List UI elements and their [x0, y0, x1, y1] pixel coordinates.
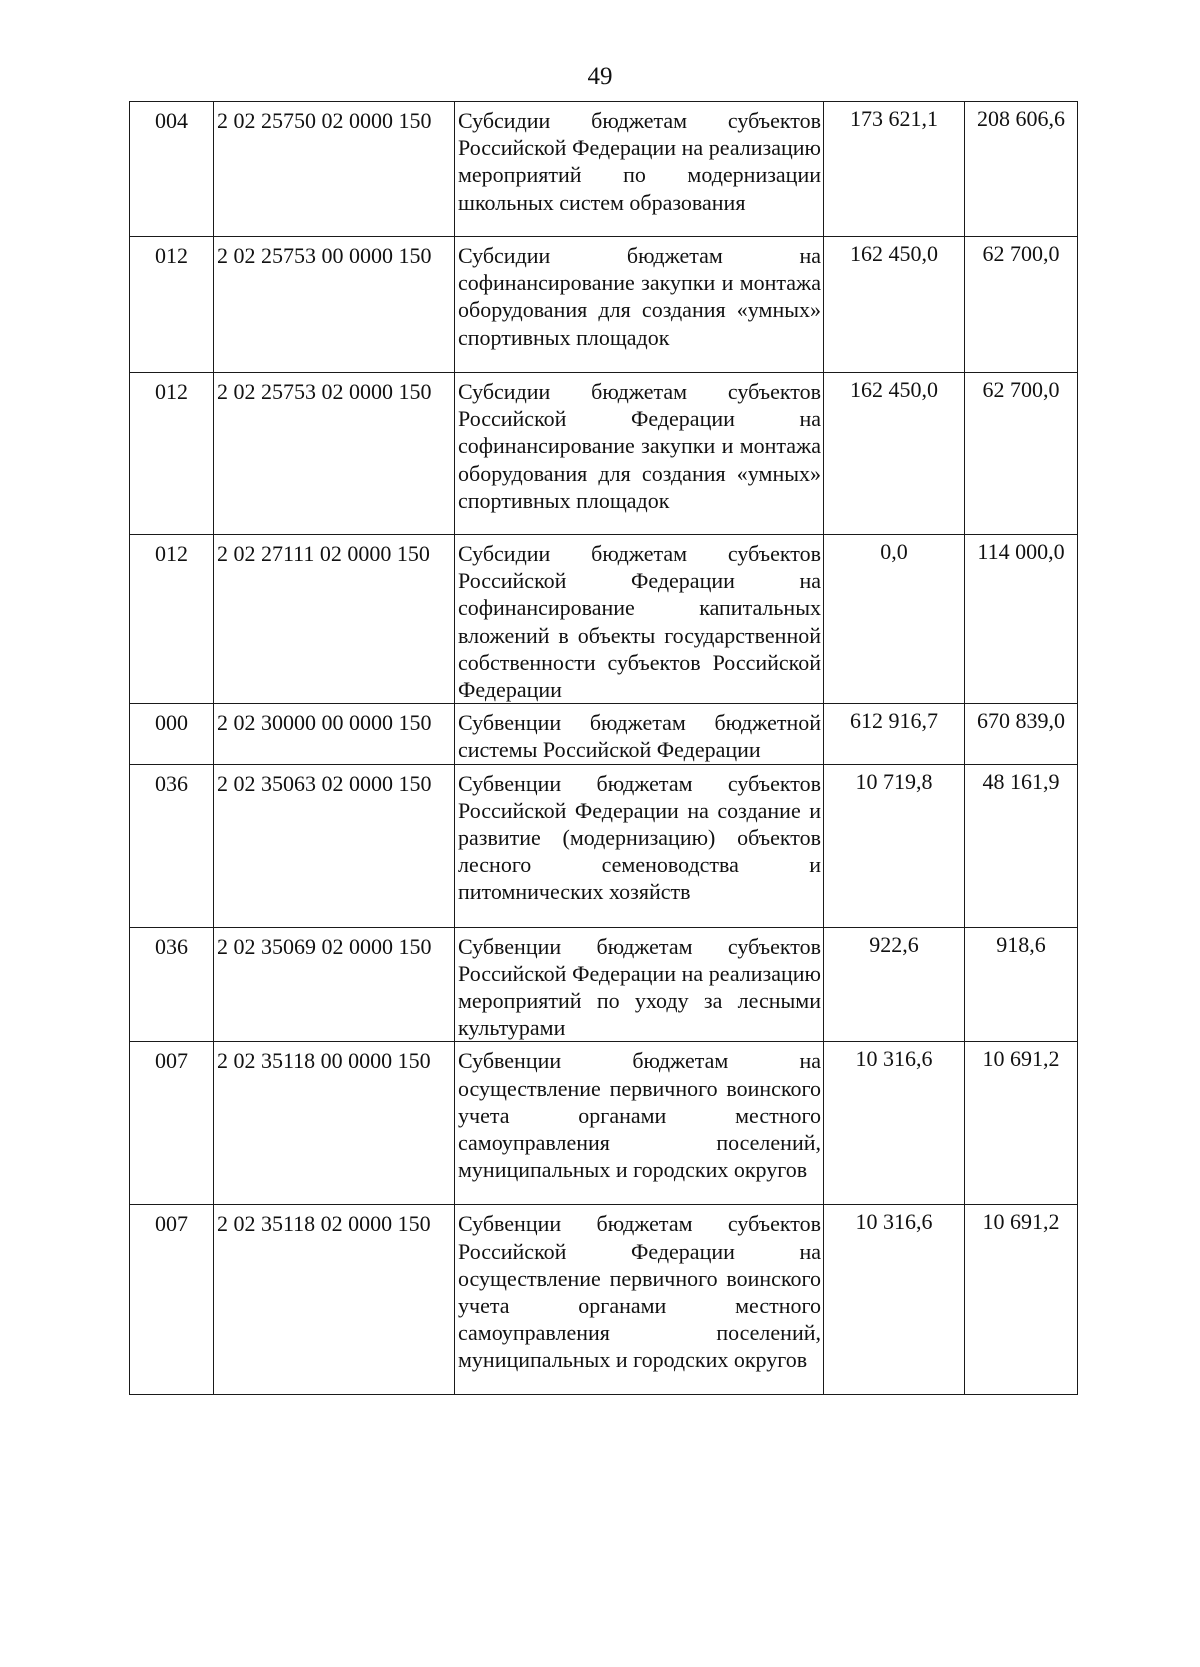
admin-code-cell: 000 [130, 704, 214, 764]
table-row [130, 237, 1078, 373]
amount-year-1-cell: 162 450,0 [824, 373, 965, 535]
amount-year-1-cell: 0,0 [824, 535, 965, 704]
budget-code-cell: 2 02 25753 02 0000 150 [214, 373, 455, 535]
table-row [130, 704, 1078, 764]
revenue-name-cell: Субвенции бюджетам субъектов Российской Федерации на создание и развитие (модернизацию) объектов лесного семеноводства и питомнических хозяйств [455, 764, 824, 927]
table-row [130, 102, 1078, 237]
budget-table [129, 101, 1078, 1395]
amount-year-1-cell: 162 450,0 [824, 237, 965, 373]
revenue-name-cell: Субсидии бюджетам на софинансирование закупки и монтажа оборудования для создания «умных» спортивных площадок [455, 237, 824, 373]
page-number: 49 [587, 63, 613, 90]
revenue-name-cell: Субсидии бюджетам субъектов Российской Федерации на софинансирование закупки и монтажа оборудования для создания «умных» спортивных площадок [455, 373, 824, 535]
revenue-name-cell: Субвенции бюджетам субъектов Российской Федерации на реализацию мероприятий по уходу за лесными культурами [455, 927, 824, 1042]
amount-year-1-cell: 173 621,1 [824, 102, 965, 237]
table-row [130, 1205, 1078, 1395]
revenue-name-cell: Субсидии бюджетам субъектов Российской Федерации на софинансирование капитальных вложений в объекты государственной собственности субъектов Российской Федерации [455, 535, 824, 704]
amount-year-1-cell: 10 316,6 [824, 1042, 965, 1205]
table-row [130, 535, 1078, 704]
amount-year-1-cell: 922,6 [824, 927, 965, 1042]
budget-code-cell: 2 02 25753 00 0000 150 [214, 237, 455, 373]
table-row [130, 927, 1078, 1042]
revenue-name-cell: Субсидии бюджетам субъектов Российской Федерации на реализацию мероприятий по модернизации школьных систем образования [455, 102, 824, 237]
revenue-name-cell: Субвенции бюджетам субъектов Российской Федерации на осуществление первичного воинского учета органами местного самоуправления поселений, муниципальных и городских округов [455, 1205, 824, 1395]
revenue-name-cell: Субвенции бюджетам бюджетной системы Российской Федерации [455, 704, 824, 764]
amount-year-2-cell: 10 691,2 [965, 1042, 1078, 1205]
admin-code-cell: 004 [130, 102, 214, 237]
budget-code-cell: 2 02 35118 00 0000 150 [214, 1042, 455, 1205]
amount-year-1-cell: 10 316,6 [824, 1205, 965, 1395]
admin-code-cell: 036 [130, 764, 214, 927]
admin-code-cell: 012 [130, 237, 214, 373]
budget-code-cell: 2 02 35118 02 0000 150 [214, 1205, 455, 1395]
budget-table-body [130, 102, 1078, 1395]
amount-year-2-cell: 10 691,2 [965, 1205, 1078, 1395]
revenue-name-cell: Субвенции бюджетам на осуществление первичного воинского учета органами местного самоуправления поселений, муниципальных и городских округов [455, 1042, 824, 1205]
amount-year-2-cell: 208 606,6 [965, 102, 1078, 237]
admin-code-cell: 012 [130, 535, 214, 704]
budget-code-cell: 2 02 30000 00 0000 150 [214, 704, 455, 764]
admin-code-cell: 007 [130, 1042, 214, 1205]
admin-code-cell: 012 [130, 373, 214, 535]
table-row [130, 764, 1078, 927]
table-row [130, 1042, 1078, 1205]
amount-year-2-cell: 114 000,0 [965, 535, 1078, 704]
admin-code-cell: 036 [130, 927, 214, 1042]
amount-year-2-cell: 62 700,0 [965, 237, 1078, 373]
budget-code-cell: 2 02 35069 02 0000 150 [214, 927, 455, 1042]
budget-code-cell: 2 02 27111 02 0000 150 [214, 535, 455, 704]
budget-code-cell: 2 02 35063 02 0000 150 [214, 764, 455, 927]
budget-code-cell: 2 02 25750 02 0000 150 [214, 102, 455, 237]
amount-year-2-cell: 62 700,0 [965, 373, 1078, 535]
admin-code-cell: 007 [130, 1205, 214, 1395]
table-row [130, 373, 1078, 535]
amount-year-1-cell: 612 916,7 [824, 704, 965, 764]
amount-year-2-cell: 918,6 [965, 927, 1078, 1042]
amount-year-1-cell: 10 719,8 [824, 764, 965, 927]
amount-year-2-cell: 48 161,9 [965, 764, 1078, 927]
amount-year-2-cell: 670 839,0 [965, 704, 1078, 764]
